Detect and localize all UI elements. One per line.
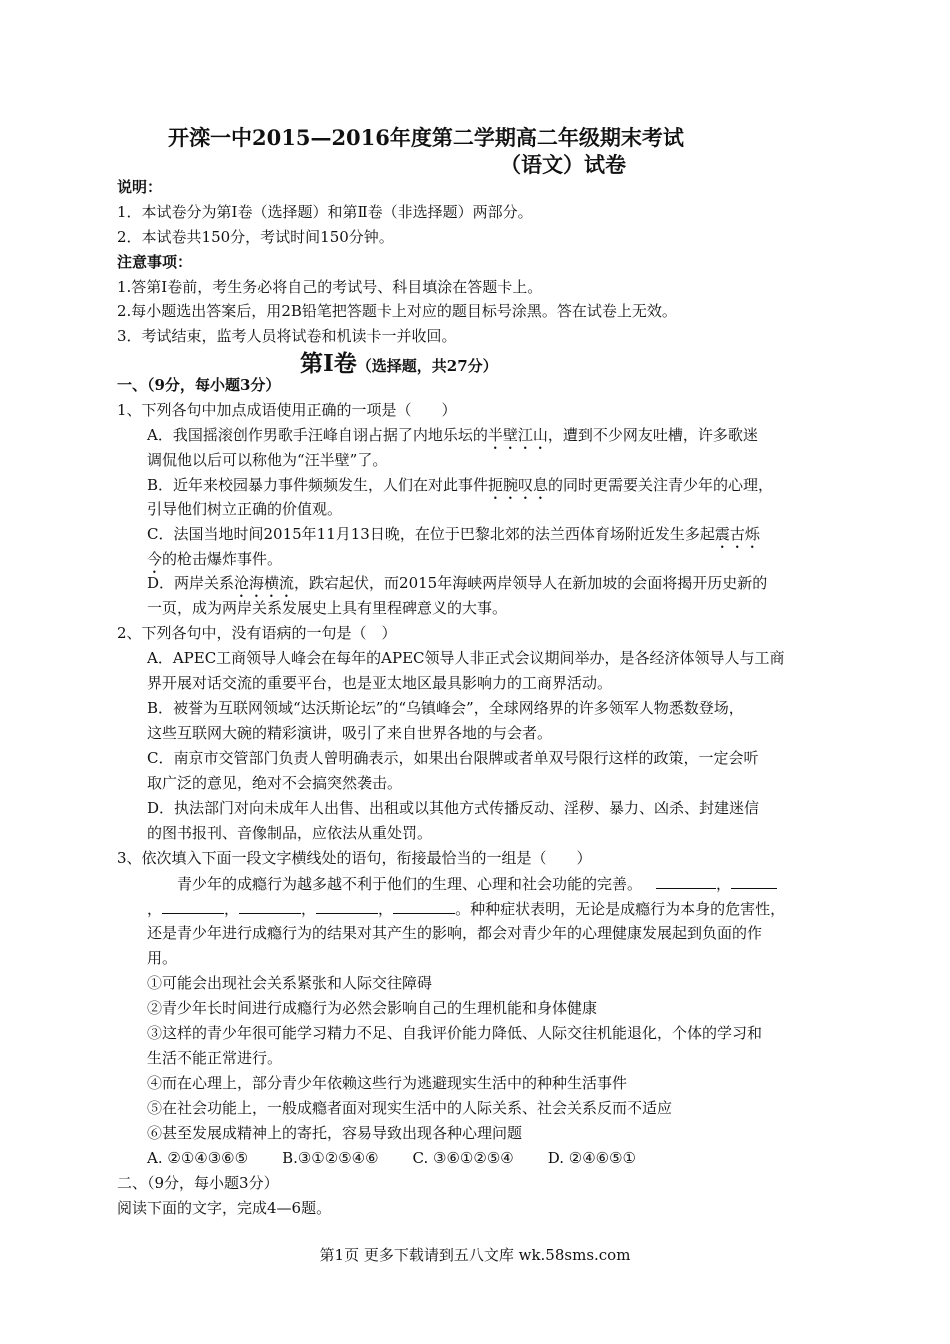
q2-option-c: C．南京市交管部门负责人曾明确表示，如果出台限牌或者单双号限行这样的政策，一定会听 — [147, 749, 759, 767]
q1-option-a-cont: 调侃他以后可以称他为“汪半壁”了。 — [147, 451, 388, 469]
q1-option-d: D．两岸关系沧海横流，跌宕起伏，而2015年海峡两岸领导人在新加坡的会面将揭开历史新的 — [147, 574, 768, 592]
emphasis-dot-text: 扼腕叹息 — [488, 476, 549, 494]
emphasis-dot-text: 今 — [147, 550, 163, 568]
q3-passage-line: 用。 — [147, 949, 178, 967]
q1-stem: 1、下列各句中加点成语使用正确的一项是（ ） — [117, 401, 457, 419]
fill-blank — [656, 872, 716, 889]
q1-option-b: B．近年来校园暴力事件频频发生，人们在对此事件扼腕叹息的同时更需要关注青少年的心理， — [147, 476, 774, 494]
q2-option-d: D．执法部门对向未成年人出售、出租或以其他方式传播反动、淫秽、暴力、凶杀、封建迷信 — [147, 799, 760, 817]
exam-title: 开滦一中2015—2016年度第二学期高二年级期末考试 — [168, 125, 684, 150]
q3-sentence-1: ①可能会出现社会关系紧张和人际交往障碍 — [147, 974, 433, 992]
q2-option-a-cont: 界开展对话交流的重要平台，也是亚太地区最具影响力的工商界活动。 — [147, 674, 613, 692]
q3-sentence-6: ⑥甚至发展成精神上的寄托，容易导致出现各种心理问题 — [147, 1124, 523, 1142]
instruction-item: 1．本试卷分为第Ⅰ卷（选择题）和第Ⅱ卷（非选择题）两部分。 — [117, 203, 533, 221]
q3-choice-c: C. ③⑥①②⑤④ — [412, 1149, 514, 1167]
q3-sentence-3: ③这样的青少年很可能学习精力不足、自我评价能力降低、人际交往机能退化，个体的学习和 — [147, 1024, 763, 1042]
q3-passage-line: ， ， ， ， 。种种症状表明，无论是成瘾行为本身的危害性， — [147, 897, 785, 920]
section-title-main: 第Ⅰ卷 — [300, 350, 357, 377]
q1-option-b-cont: 引导他们树立正确的价值观。 — [147, 500, 343, 518]
notes-heading: 注意事项： — [117, 253, 193, 271]
instruction-item: 2．本试卷共150分，考试时间150分钟。 — [117, 228, 394, 246]
instructions-heading: 说明： — [117, 178, 163, 196]
q3-sentence-4: ④而在心理上，部分青少年依赖这些行为逃避现实生活中的种种生活事件 — [147, 1074, 628, 1092]
q1-option-a: A．我国摇滚创作男歌手汪峰自诩占据了内地乐坛的半壁江山，遭到不少网友吐槽，许多歌迷 — [147, 426, 758, 444]
q3-choice-d: D. ②④⑥⑤① — [547, 1149, 636, 1167]
q1-option-c: C．法国当地时间2015年11月13日晚，在位于巴黎北郊的法兰西体育场附近发生多起震古烁 — [147, 525, 760, 543]
fill-blank — [162, 897, 224, 914]
q3-sentence-2: ②青少年长时间进行成瘾行为必然会影响自己的生理机能和身体健康 — [147, 999, 598, 1017]
q1-option-d-cont: 一页，成为两岸关系发展史上具有里程碑意义的大事。 — [147, 599, 508, 617]
q2-stem: 2、下列各句中，没有语病的一句是（ ） — [117, 624, 397, 642]
fill-blank — [239, 897, 301, 914]
q3-choices — [147, 1147, 636, 1169]
q1-option-c-cont: 今的枪击爆炸事件。 — [147, 550, 283, 568]
q2-option-d-cont: 的图书报刊、音像制品，应依法从重处罚。 — [147, 824, 433, 842]
q3-choice-b: B.③①②⑤④⑥ — [282, 1149, 379, 1167]
section-title — [300, 345, 498, 378]
part1-heading: 一、（9分，每小题3分） — [117, 376, 281, 394]
q2-option-c-cont: 取广泛的意见，绝对不会搞突然袭击。 — [147, 774, 403, 792]
q3-sentence-3-cont: 生活不能正常进行。 — [147, 1049, 283, 1067]
fill-blank — [393, 897, 455, 914]
exam-subtitle: （语文）试卷 — [500, 152, 626, 177]
fill-blank — [731, 872, 777, 889]
emphasis-dot-text: 沧海横流 — [234, 574, 295, 592]
q3-passage-line: 青少年的成瘾行为越多越不利于他们的生理、心理和社会功能的完善。 ， — [177, 872, 777, 895]
q2-option-b: B．被誉为互联网领域“达沃斯论坛”的“乌镇峰会”，全球网络界的许多领军人物悉数登场， — [147, 699, 744, 717]
note-item: 2.每小题选出答案后，用2B铅笔把答题卡上对应的题目标号涂黑。答在试卷上无效。 — [117, 302, 677, 320]
emphasis-dot-text: 震古烁 — [714, 525, 760, 543]
part2-intro: 阅读下面的文字，完成4—6题。 — [117, 1199, 332, 1217]
q3-choice-a: A. ②①④③⑥⑤ — [147, 1149, 249, 1167]
page-footer: 第1页 更多下载请到五八文库 wk.58sms.com — [319, 1246, 631, 1264]
part2-heading: 二、（9分，每小题3分） — [117, 1174, 279, 1192]
q3-sentence-5: ⑤在社会功能上，一般成瘾者面对现实生活中的人际关系、社会关系反而不适应 — [147, 1099, 673, 1117]
q3-stem: 3、依次填入下面一段文字横线处的语句，衔接最恰当的一组是（ ） — [117, 849, 592, 867]
fill-blank — [316, 897, 378, 914]
q2-option-a: A．APEC工商领导人峰会在每年的APEC领导人非正式会议期间举办，是各经济体领导人与工商 — [147, 649, 785, 667]
q2-option-b-cont: 这些互联网大碗的精彩演讲，吸引了来自世界各地的与会者。 — [147, 724, 553, 742]
q3-passage-line: 还是青少年进行成瘾行为的结果对其产生的影响，都会对青少年的心理健康发展起到负面的作 — [147, 924, 763, 942]
note-item: 1.答第Ⅰ卷前，考生务必将自己的考试号、科目填涂在答题卡上。 — [117, 278, 543, 296]
section-title-note: （选择题，共27分） — [356, 357, 498, 375]
emphasis-dot-text: 半壁江山 — [487, 426, 548, 444]
note-item: 3．考试结束，监考人员将试卷和机读卡一并收回。 — [117, 327, 457, 345]
